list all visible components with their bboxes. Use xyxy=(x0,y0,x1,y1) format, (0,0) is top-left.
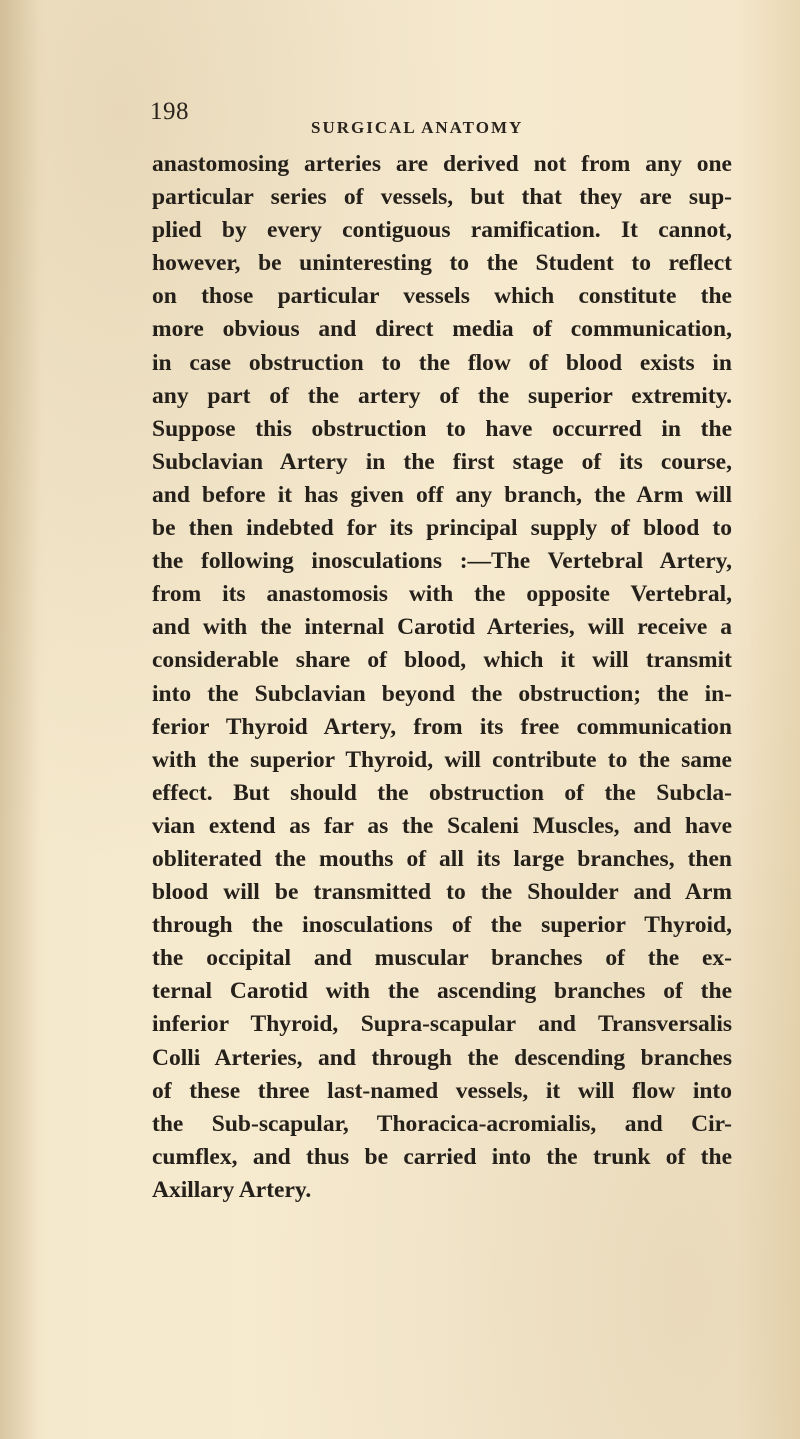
text-line: Subclavian Artery in the first stage of its course, xyxy=(152,448,732,475)
text-line: anastomosing arteries are derived not from any one xyxy=(152,151,732,177)
body-paragraph xyxy=(152,148,732,1207)
text-line: effect. But should the obstruction of the Subcla- xyxy=(152,779,732,806)
text-line: and before it has given off any branch, the Arm will xyxy=(152,481,732,508)
text-line: the occipital and muscular branches of the ex- xyxy=(152,945,732,972)
text-line: obliterated the mouths of all its large branches, then xyxy=(152,845,732,872)
text-line: on those particular vessels which constitute the xyxy=(152,283,732,310)
text-line: ternal Carotid with the ascending branches of the xyxy=(152,978,732,1005)
text-line: plied by every contiguous ramification. It cannot, xyxy=(152,217,732,244)
text-line: more obvious and direct media of communication, xyxy=(152,316,732,343)
text-line: with the superior Thyroid, will contribute to the same xyxy=(152,746,732,773)
text-line: from its anastomosis with the opposite Vertebral, xyxy=(152,581,732,608)
text-line: inferior Thyroid, Supra-scapular and Transversalis xyxy=(152,1011,732,1038)
text-line: in case obstruction to the flow of blood exists in xyxy=(152,349,732,376)
text-line: any part of the artery of the superior extremity. xyxy=(152,382,732,409)
text-line: the Sub-scapular, Thoracica-acromialis, and Cir- xyxy=(152,1110,732,1137)
page-edge-shading xyxy=(0,0,40,1439)
text-line: and with the internal Carotid Arteries, will receive a xyxy=(152,614,732,641)
text-line: ferior Thyroid Artery, from its free communication xyxy=(152,713,732,740)
text-line: Axillary Artery. xyxy=(152,1176,312,1203)
text-line: Colli Arteries, and through the descending branches xyxy=(152,1044,732,1071)
text-line: particular series of vessels, but that they are sup- xyxy=(152,184,732,211)
text-line: Suppose this obstruction to have occurred in the xyxy=(152,415,732,442)
text-line: be then indebted for its principal supply of blood to xyxy=(152,515,732,542)
text-line: considerable share of blood, which it will transmit xyxy=(152,647,732,674)
text-line: of these three last-named vessels, it will flow into xyxy=(152,1077,732,1104)
text-line: cumflex, and thus be carried into the trunk of the xyxy=(152,1143,732,1170)
text-line: through the inosculations of the superior Thyroid, xyxy=(152,912,732,939)
text-line: into the Subclavian beyond the obstruction; the in- xyxy=(152,680,732,707)
text-line: vian extend as far as the Scaleni Muscles, and have xyxy=(152,812,732,839)
text-line: blood will be transmitted to the Shoulder and Arm xyxy=(152,879,732,906)
text-line: the following inosculations :—The Vertebral Artery, xyxy=(152,548,732,575)
running-head: SURGICAL ANATOMY xyxy=(311,118,524,137)
page-number: 198 xyxy=(150,98,189,125)
text-line: however, be uninteresting to the Student to reflect xyxy=(152,250,732,277)
